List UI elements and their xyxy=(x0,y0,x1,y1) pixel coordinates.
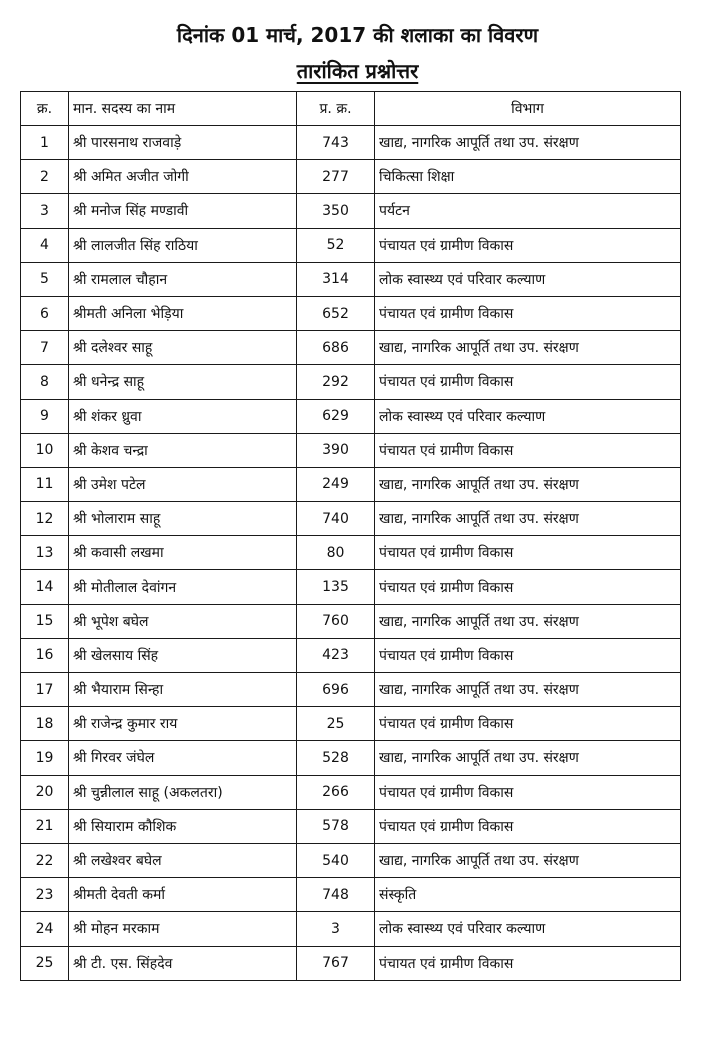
serial-number-cell: 24 xyxy=(21,912,69,946)
question-number-cell: 696 xyxy=(297,673,375,707)
member-name-cell: श्री भूपेश बघेल xyxy=(69,604,297,638)
department-cell: खाद्य, नागरिक आपूर्ति तथा उप. संरक्षण xyxy=(375,604,681,638)
serial-number-cell: 2 xyxy=(21,160,69,194)
table-row xyxy=(21,638,681,672)
table-row xyxy=(21,365,681,399)
table-row xyxy=(21,878,681,912)
serial-number-cell: 11 xyxy=(21,467,69,501)
table-row xyxy=(21,160,681,194)
question-number-cell: 292 xyxy=(297,365,375,399)
question-number-cell: 135 xyxy=(297,570,375,604)
question-number-cell: 652 xyxy=(297,296,375,330)
member-name-cell: श्री शंकर ध्रुवा xyxy=(69,399,297,433)
serial-number-cell: 18 xyxy=(21,707,69,741)
serial-number-cell: 8 xyxy=(21,365,69,399)
member-name-cell: श्री सियाराम कौशिक xyxy=(69,809,297,843)
table-header xyxy=(21,92,681,126)
department-cell: खाद्य, नागरिक आपूर्ति तथा उप. संरक्षण xyxy=(375,331,681,365)
member-name-cell: श्री चुन्नीलाल साहू (अकलतरा) xyxy=(69,775,297,809)
table-body xyxy=(21,126,681,981)
department-cell: पंचायत एवं ग्रामीण विकास xyxy=(375,707,681,741)
member-name-cell: श्री टी. एस. सिंहदेव xyxy=(69,946,297,980)
table-row xyxy=(21,912,681,946)
question-number-cell: 3 xyxy=(297,912,375,946)
department-cell: पंचायत एवं ग्रामीण विकास xyxy=(375,365,681,399)
serial-number-cell: 15 xyxy=(21,604,69,638)
department-cell: पंचायत एवं ग्रामीण विकास xyxy=(375,296,681,330)
serial-number-cell: 13 xyxy=(21,536,69,570)
member-name-cell: श्री मोतीलाल देवांगन xyxy=(69,570,297,604)
table-row xyxy=(21,604,681,638)
department-cell: पंचायत एवं ग्रामीण विकास xyxy=(375,775,681,809)
question-number-cell: 266 xyxy=(297,775,375,809)
department-cell: खाद्य, नागरिक आपूर्ति तथा उप. संरक्षण xyxy=(375,843,681,877)
serial-number-cell: 4 xyxy=(21,228,69,262)
table-row xyxy=(21,433,681,467)
member-name-cell: श्री गिरवर जंघेल xyxy=(69,741,297,775)
member-name-cell: श्री रामलाल चौहान xyxy=(69,262,297,296)
question-number-cell: 760 xyxy=(297,604,375,638)
member-name-cell: श्री दलेश्वर साहू xyxy=(69,331,297,365)
department-cell: लोक स्वास्थ्य एवं परिवार कल्याण xyxy=(375,262,681,296)
member-name-cell: श्री भैयाराम सिन्हा xyxy=(69,673,297,707)
department-cell: पंचायत एवं ग्रामीण विकास xyxy=(375,638,681,672)
serial-number-cell: 16 xyxy=(21,638,69,672)
department-cell: खाद्य, नागरिक आपूर्ति तथा उप. संरक्षण xyxy=(375,467,681,501)
table-row xyxy=(21,262,681,296)
question-number-cell: 528 xyxy=(297,741,375,775)
member-name-cell: श्रीमती अनिला भेड़िया xyxy=(69,296,297,330)
serial-number-cell: 1 xyxy=(21,126,69,160)
table-row xyxy=(21,296,681,330)
department-cell: खाद्य, नागरिक आपूर्ति तथा उप. संरक्षण xyxy=(375,502,681,536)
question-number-cell: 743 xyxy=(297,126,375,160)
question-number-cell: 80 xyxy=(297,536,375,570)
table-row xyxy=(21,331,681,365)
serial-number-cell: 25 xyxy=(21,946,69,980)
serial-number-cell: 21 xyxy=(21,809,69,843)
member-name-cell: श्री मोहन मरकाम xyxy=(69,912,297,946)
table-row xyxy=(21,399,681,433)
member-name-cell: श्री केशव चन्द्रा xyxy=(69,433,297,467)
member-name-cell: श्री मनोज सिंह मण्डावी xyxy=(69,194,297,228)
table-row xyxy=(21,775,681,809)
document-subtitle: तारांकित प्रश्नोत्तर xyxy=(296,59,419,83)
department-cell: पंचायत एवं ग्रामीण विकास xyxy=(375,433,681,467)
header-serial-number: क्र. xyxy=(21,92,69,126)
department-cell: लोक स्वास्थ्य एवं परिवार कल्याण xyxy=(375,399,681,433)
question-number-cell: 740 xyxy=(297,502,375,536)
department-cell: पंचायत एवं ग्रामीण विकास xyxy=(375,536,681,570)
question-number-cell: 350 xyxy=(297,194,375,228)
table-row xyxy=(21,502,681,536)
header-question-number: प्र. क्र. xyxy=(297,92,375,126)
serial-number-cell: 22 xyxy=(21,843,69,877)
table-row xyxy=(21,843,681,877)
serial-number-cell: 9 xyxy=(21,399,69,433)
serial-number-cell: 23 xyxy=(21,878,69,912)
department-cell: खाद्य, नागरिक आपूर्ति तथा उप. संरक्षण xyxy=(375,126,681,160)
table-row xyxy=(21,809,681,843)
member-name-cell: श्री लखेश्वर बघेल xyxy=(69,843,297,877)
serial-number-cell: 6 xyxy=(21,296,69,330)
question-number-cell: 767 xyxy=(297,946,375,980)
table-row xyxy=(21,570,681,604)
serial-number-cell: 12 xyxy=(21,502,69,536)
question-number-cell: 423 xyxy=(297,638,375,672)
header-row xyxy=(21,92,681,126)
department-cell: खाद्य, नागरिक आपूर्ति तथा उप. संरक्षण xyxy=(375,741,681,775)
department-cell: पंचायत एवं ग्रामीण विकास xyxy=(375,946,681,980)
serial-number-cell: 20 xyxy=(21,775,69,809)
questions-table xyxy=(20,91,681,981)
department-cell: खाद्य, नागरिक आपूर्ति तथा उप. संरक्षण xyxy=(375,673,681,707)
department-cell: लोक स्वास्थ्य एवं परिवार कल्याण xyxy=(375,912,681,946)
department-cell: पर्यटन xyxy=(375,194,681,228)
question-number-cell: 277 xyxy=(297,160,375,194)
member-name-cell: श्री खेलसाय सिंह xyxy=(69,638,297,672)
table-row xyxy=(21,228,681,262)
serial-number-cell: 7 xyxy=(21,331,69,365)
department-cell: पंचायत एवं ग्रामीण विकास xyxy=(375,570,681,604)
department-cell: पंचायत एवं ग्रामीण विकास xyxy=(375,228,681,262)
question-number-cell: 540 xyxy=(297,843,375,877)
department-cell: पंचायत एवं ग्रामीण विकास xyxy=(375,809,681,843)
member-name-cell: श्री अमित अजीत जोगी xyxy=(69,160,297,194)
question-number-cell: 249 xyxy=(297,467,375,501)
table-row xyxy=(21,707,681,741)
serial-number-cell: 10 xyxy=(21,433,69,467)
serial-number-cell: 14 xyxy=(21,570,69,604)
table-row xyxy=(21,741,681,775)
member-name-cell: श्री राजेन्द्र कुमार राय xyxy=(69,707,297,741)
question-number-cell: 748 xyxy=(297,878,375,912)
question-number-cell: 52 xyxy=(297,228,375,262)
member-name-cell: श्री धनेन्द्र साहू xyxy=(69,365,297,399)
serial-number-cell: 19 xyxy=(21,741,69,775)
member-name-cell: श्री भोलाराम साहू xyxy=(69,502,297,536)
table-row xyxy=(21,194,681,228)
member-name-cell: श्री लालजीत सिंह राठिया xyxy=(69,228,297,262)
document-title: दिनांक 01 मार्च, 2017 की शलाका का विवरण xyxy=(176,23,539,47)
header-department: विभाग xyxy=(375,92,681,126)
table-row xyxy=(21,673,681,707)
department-cell: संस्कृति xyxy=(375,878,681,912)
member-name-cell: श्रीमती देवती कर्मा xyxy=(69,878,297,912)
question-number-cell: 629 xyxy=(297,399,375,433)
table-row xyxy=(21,536,681,570)
question-number-cell: 25 xyxy=(297,707,375,741)
table-row xyxy=(21,126,681,160)
header-member-name: मान. सदस्य का नाम xyxy=(69,92,297,126)
department-cell: चिकित्सा शिक्षा xyxy=(375,160,681,194)
serial-number-cell: 17 xyxy=(21,673,69,707)
serial-number-cell: 5 xyxy=(21,262,69,296)
question-number-cell: 578 xyxy=(297,809,375,843)
member-name-cell: श्री कवासी लखमा xyxy=(69,536,297,570)
question-number-cell: 390 xyxy=(297,433,375,467)
member-name-cell: श्री पारसनाथ राजवाड़े xyxy=(69,126,297,160)
serial-number-cell: 3 xyxy=(21,194,69,228)
table-row xyxy=(21,467,681,501)
question-number-cell: 686 xyxy=(297,331,375,365)
member-name-cell: श्री उमेश पटेल xyxy=(69,467,297,501)
question-number-cell: 314 xyxy=(297,262,375,296)
table-row xyxy=(21,946,681,980)
